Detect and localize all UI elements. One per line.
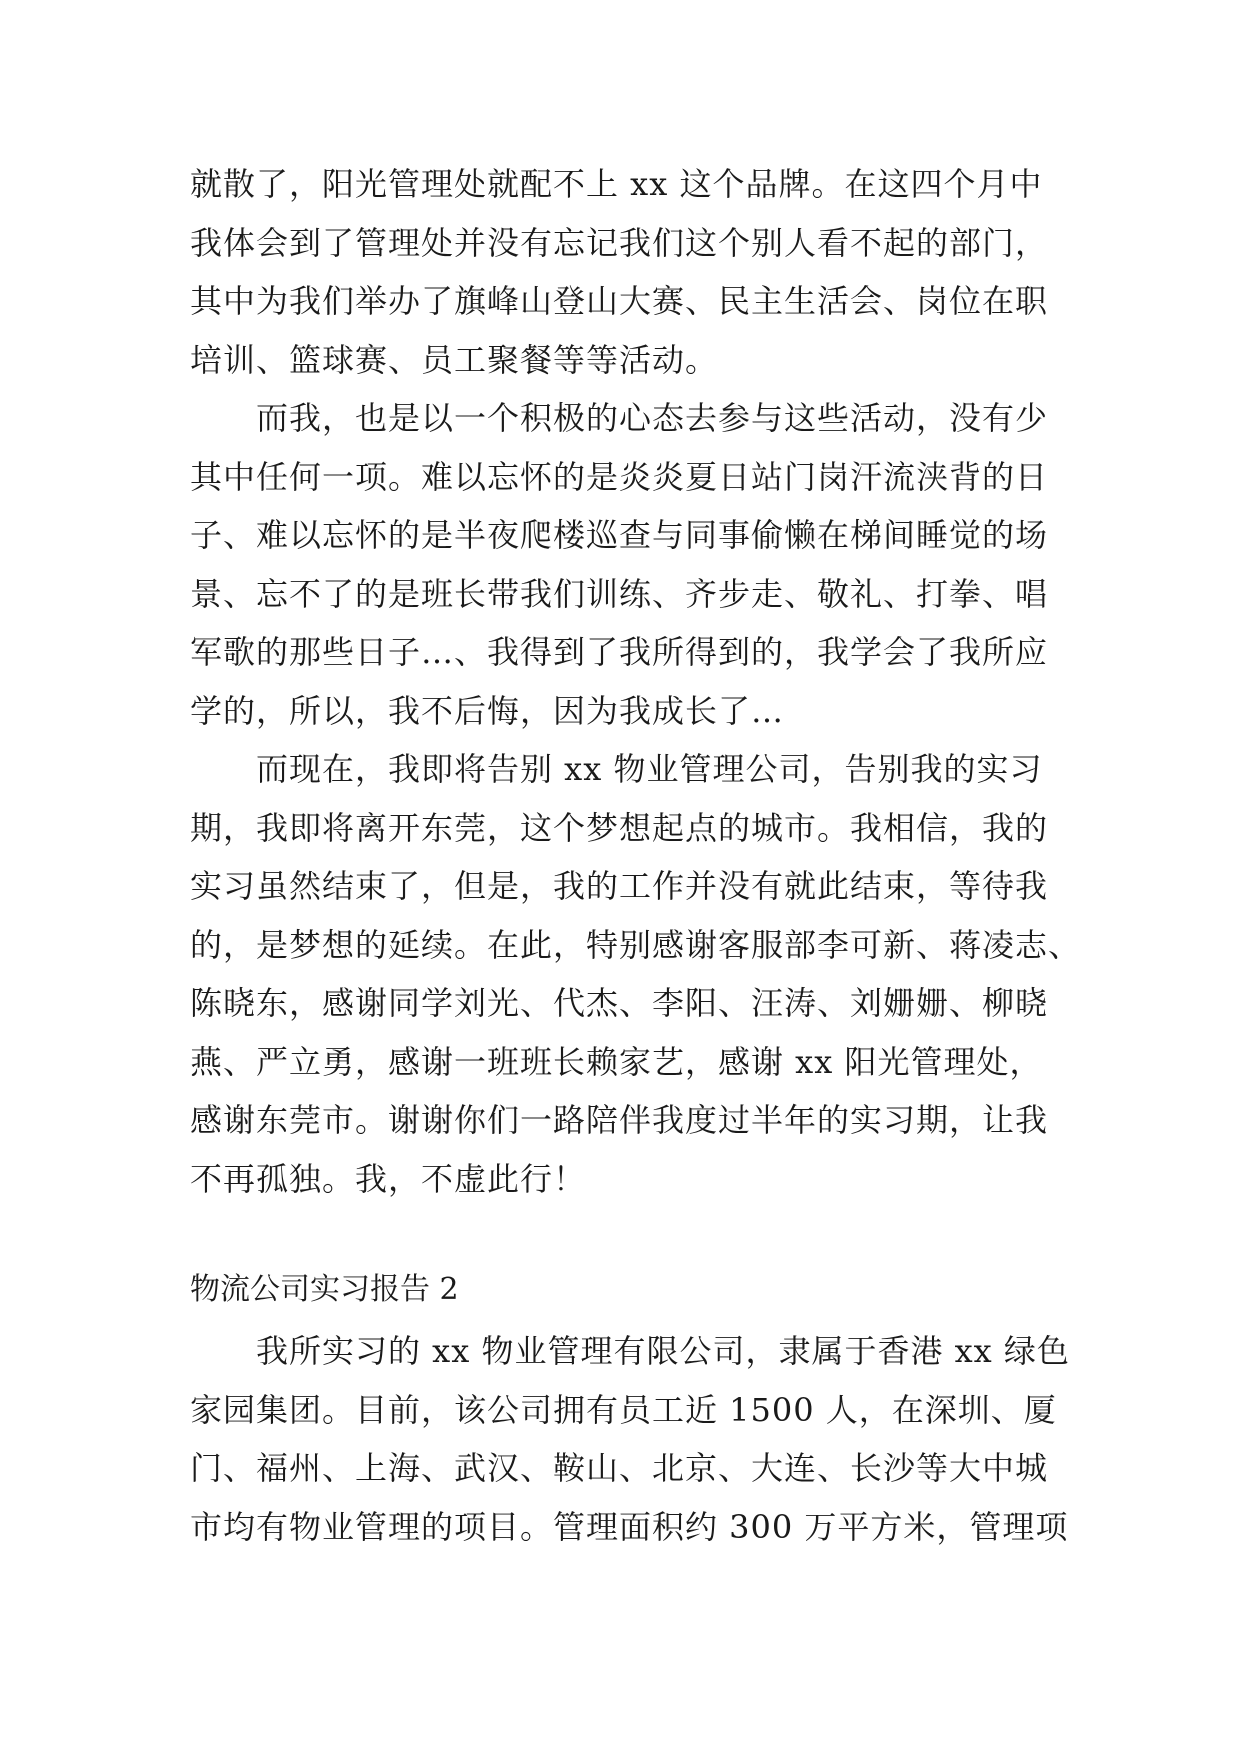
text-line: 家园集团。目前，该公司拥有员工近 1500 人，在深圳、厦 — [190, 1390, 1057, 1429]
text-line: 其中为我们举办了旗峰山登山大赛、民主生活会、岗位在职 — [190, 282, 1049, 320]
text-line: 子、难以忘怀的是半夜爬楼巡查与同事偷懒在梯间睡觉的场 — [190, 516, 1049, 554]
text-line: 不再孤独。我，不虚此行！ — [190, 1159, 587, 1198]
text-line: 的，是梦想的延续。在此，特别感谢客服部李可新、蒋凌志、 — [190, 925, 1082, 964]
text-line: 期，我即将离开东莞，这个梦想起点的城市。我相信，我的 — [190, 808, 1049, 847]
text-line: 军歌的那些日子…、我得到了我所得到的，我学会了我所应 — [190, 633, 1049, 671]
text-line: 培训、篮球赛、员工聚餐等等活动。 — [190, 340, 719, 379]
body-text-section-2 — [190, 1322, 1070, 1556]
text-line: 门、福州、上海、武汉、鞍山、北京、大连、长沙等大中城 — [190, 1449, 1049, 1487]
text-line: 景、忘不了的是班长带我们训练、齐步走、敬礼、打拳、唱 — [190, 574, 1049, 613]
text-line: 其中任何一项。难以忘怀的是炎炎夏日站门岗汗流浃背的日 — [190, 457, 1049, 496]
text-line: 我所实习的 xx 物业管理有限公司，隶属于香港 xx 绿色 — [256, 1332, 1070, 1370]
text-line: 而现在，我即将告别 xx 物业管理公司，告别我的实习 — [256, 750, 1043, 788]
text-line: 燕、严立勇，感谢一班班长赖家艺，感谢 xx 阳光管理处， — [190, 1042, 1043, 1081]
text-line: 我体会到了管理处并没有忘记我们这个别人看不起的部门， — [190, 223, 1049, 262]
text-line: 学的，所以，我不后悔，因为我成长了… — [190, 691, 785, 730]
text-line: 而我，也是以一个积极的心态去参与这些活动，没有少 — [256, 399, 1049, 437]
body-text-section-1 — [190, 155, 1082, 1208]
section-heading: 物流公司实习报告 2 — [190, 1272, 459, 1307]
text-line: 感谢东莞市。谢谢你们一路陪伴我度过半年的实习期，让我 — [190, 1101, 1049, 1139]
text-line: 陈晓东，感谢同学刘光、代杰、李阳、汪涛、刘姗姗、柳晓 — [190, 984, 1049, 1022]
text-line: 市均有物业管理的项目。管理面积约 300 万平方米，管理项 — [190, 1507, 1069, 1546]
text-line: 实习虽然结束了，但是，我的工作并没有就此结束，等待我 — [190, 867, 1049, 905]
text-line: 就散了，阳光管理处就配不上 xx 这个品牌。在这四个月中 — [190, 165, 1043, 203]
